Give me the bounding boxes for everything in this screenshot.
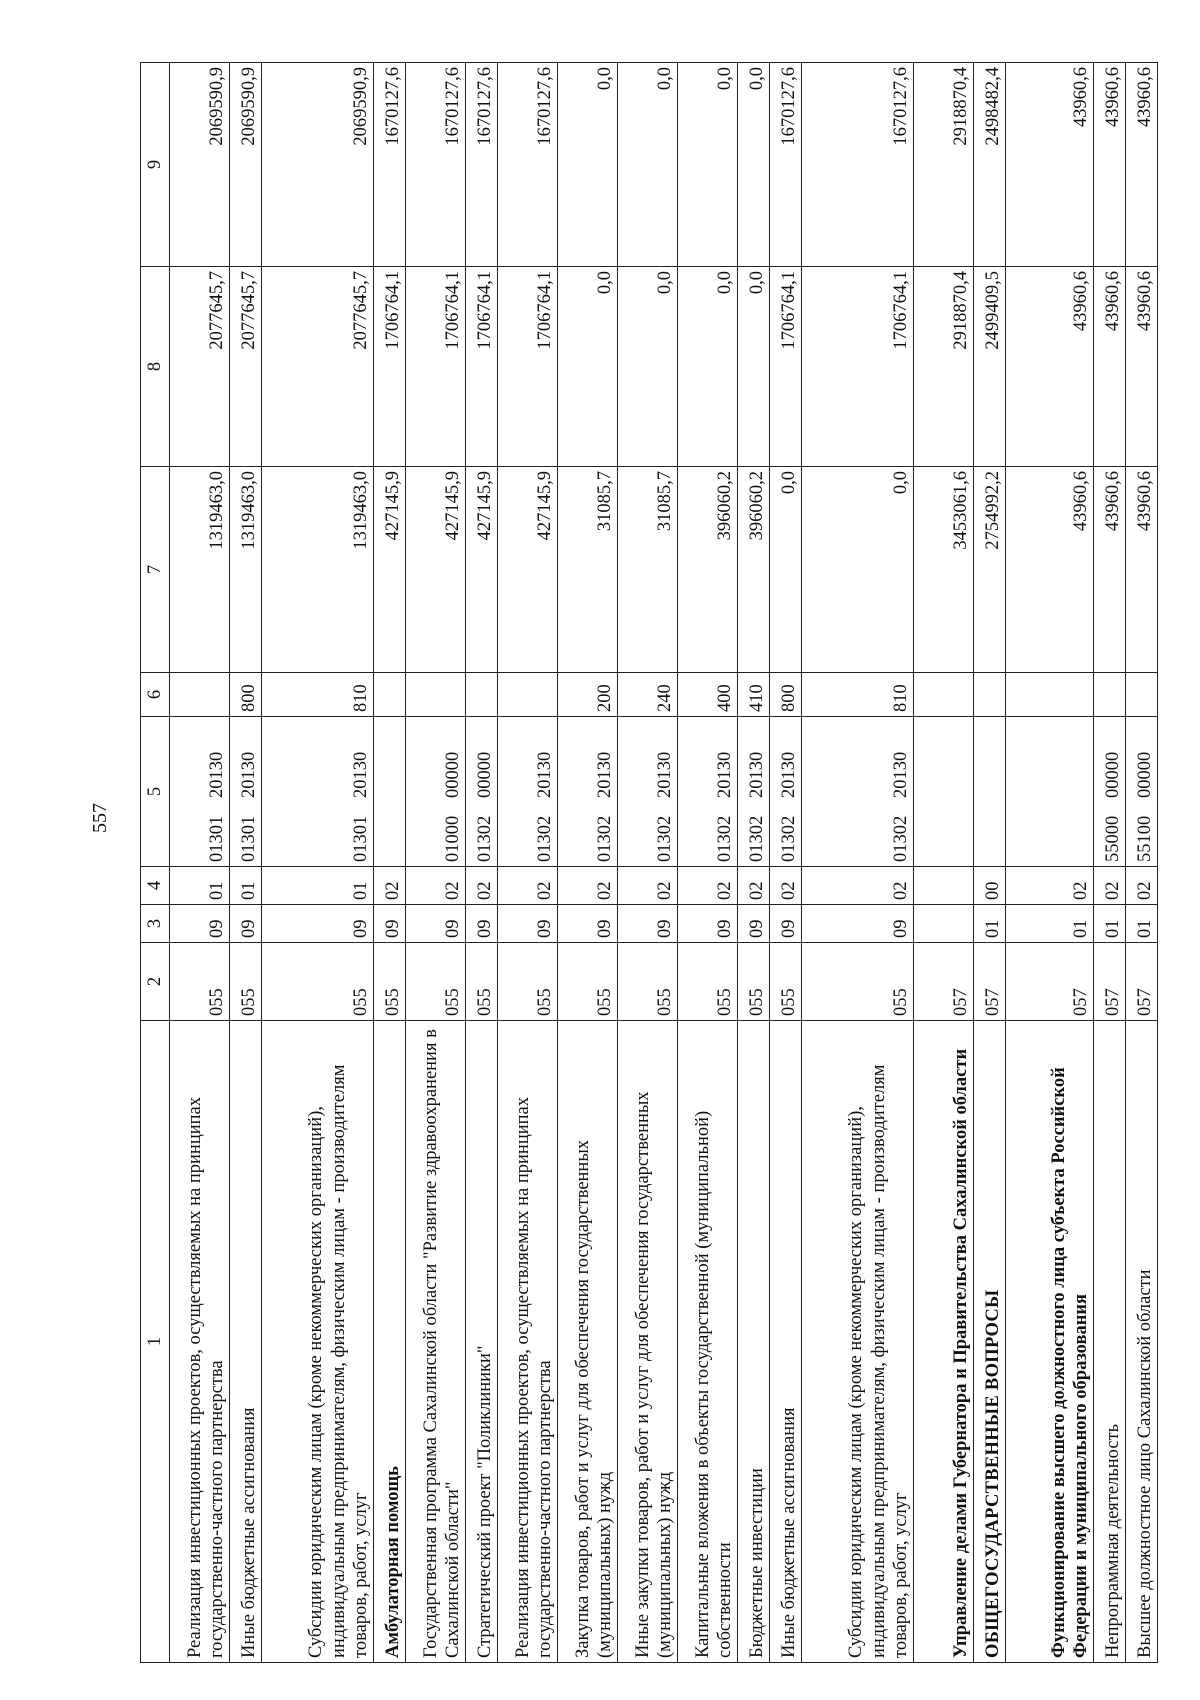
table-row <box>262 63 374 1663</box>
subsection-code: 02 <box>738 867 770 905</box>
subsection-code: 02 <box>498 867 558 905</box>
amount-col-8: 43960,6 <box>1094 267 1126 467</box>
subsection-code: 01 <box>170 867 230 905</box>
subsection-code <box>914 867 974 905</box>
section-code: 09 <box>558 905 618 943</box>
table-body <box>170 63 1158 1663</box>
target-article-part-2: 20130 <box>239 751 260 798</box>
expense-type-code <box>466 673 498 717</box>
section-code: 09 <box>678 905 738 943</box>
section-code: 09 <box>466 905 498 943</box>
expense-type-code: 800 <box>770 673 802 717</box>
amount-col-8: 2918870,4 <box>914 267 974 467</box>
amount-col-7: 1319463,0 <box>230 467 262 673</box>
amount-col-7: 1319463,0 <box>170 467 230 673</box>
admin-code: 055 <box>678 943 738 1021</box>
expense-type-code: 240 <box>618 673 678 717</box>
amount-col-7: 0,0 <box>802 467 914 673</box>
row-name: Реализация инвестиционных проектов, осуществляемых на принципах государственно-частного партнерства <box>498 1021 558 1663</box>
target-article-part-1: 01302 <box>779 815 800 862</box>
subsection-code: 02 <box>374 867 406 905</box>
row-name: Иные закупки товаров, работ и услуг для обеспечения государственных (муниципальных) нужд <box>618 1021 678 1663</box>
target-article <box>1126 717 1158 867</box>
amount-col-9: 0,0 <box>678 63 738 267</box>
subsection-code: 02 <box>770 867 802 905</box>
target-article <box>262 717 374 867</box>
section-code <box>914 905 974 943</box>
expense-type-code <box>374 673 406 717</box>
amount-col-8: 0,0 <box>558 267 618 467</box>
target-article-part-2: 20130 <box>595 751 616 798</box>
amount-col-9: 0,0 <box>738 63 770 267</box>
expense-type-code <box>914 673 974 717</box>
amount-col-7: 0,0 <box>770 467 802 673</box>
table-row <box>170 63 230 1663</box>
admin-code: 055 <box>738 943 770 1021</box>
expense-type-code <box>1006 673 1094 717</box>
subsection-code: 02 <box>1126 867 1158 905</box>
header-cell-5: 5 <box>141 717 170 867</box>
amount-col-7: 427145,9 <box>406 467 466 673</box>
target-article <box>558 717 618 867</box>
row-name: Иные бюджетные ассигнования <box>230 1021 262 1663</box>
amount-col-8: 43960,6 <box>1126 267 1158 467</box>
subsection-code: 02 <box>558 867 618 905</box>
subsection-code: 02 <box>1094 867 1126 905</box>
table-row <box>618 63 678 1663</box>
target-article <box>498 717 558 867</box>
subsection-code: 01 <box>262 867 374 905</box>
row-name: Закупка товаров, работ и услуг для обеспечения государственных (муниципальных) нужд <box>558 1021 618 1663</box>
table-row <box>678 63 738 1663</box>
section-code: 01 <box>1126 905 1158 943</box>
amount-col-9: 43960,6 <box>1126 63 1158 267</box>
table-row <box>466 63 498 1663</box>
target-article <box>230 717 262 867</box>
amount-col-7: 427145,9 <box>466 467 498 673</box>
expense-type-code: 800 <box>230 673 262 717</box>
amount-col-7: 31085,7 <box>618 467 678 673</box>
target-article-part-1: 01301 <box>239 815 260 862</box>
amount-col-7: 427145,9 <box>498 467 558 673</box>
subsection-code: 01 <box>230 867 262 905</box>
table-row <box>498 63 558 1663</box>
amount-col-9: 43960,6 <box>1094 63 1126 267</box>
row-name: Управление делами Губернатора и Правительства Сахалинской области <box>914 1021 974 1663</box>
amount-col-9: 0,0 <box>558 63 618 267</box>
row-name: Стратегический проект "Поликлиники" <box>466 1021 498 1663</box>
amount-col-7: 3453061,6 <box>914 467 974 673</box>
rotated-table-wrapper <box>140 63 1156 1663</box>
target-article <box>170 717 230 867</box>
expense-type-code: 810 <box>802 673 914 717</box>
admin-code: 055 <box>466 943 498 1021</box>
header-cell-2: 2 <box>141 943 170 1021</box>
target-article <box>1006 717 1094 867</box>
expense-type-code: 400 <box>678 673 738 717</box>
amount-col-8: 1706764,1 <box>498 267 558 467</box>
amount-col-7: 43960,6 <box>1094 467 1126 673</box>
header-cell-3: 3 <box>141 905 170 943</box>
table-row <box>770 63 802 1663</box>
admin-code: 055 <box>406 943 466 1021</box>
amount-col-8: 2077645,7 <box>262 267 374 467</box>
target-article-part-1: 01302 <box>715 815 736 862</box>
admin-code: 057 <box>914 943 974 1021</box>
header-cell-6: 6 <box>141 673 170 717</box>
row-name: Государственная программа Сахалинской области "Развитие здравоохранения в Сахалинской области" <box>406 1021 466 1663</box>
admin-code: 055 <box>498 943 558 1021</box>
subsection-code: 02 <box>1006 867 1094 905</box>
amount-col-7: 43960,6 <box>1126 467 1158 673</box>
amount-col-8: 1706764,1 <box>406 267 466 467</box>
table-row <box>738 63 770 1663</box>
target-article-part-2: 20130 <box>351 751 372 798</box>
target-article-part-2: 00000 <box>475 751 496 798</box>
section-code: 09 <box>374 905 406 943</box>
target-article <box>618 717 678 867</box>
subsection-code: 02 <box>406 867 466 905</box>
target-article-part-1: 01302 <box>475 815 496 862</box>
header-row <box>141 63 170 1663</box>
target-article <box>770 717 802 867</box>
target-article-part-2: 20130 <box>655 751 676 798</box>
row-name: Высшее должностное лицо Сахалинской области <box>1126 1021 1158 1663</box>
amount-col-8: 1706764,1 <box>374 267 406 467</box>
table-row <box>230 63 262 1663</box>
admin-code: 055 <box>262 943 374 1021</box>
expense-type-code <box>1126 673 1158 717</box>
section-code: 09 <box>770 905 802 943</box>
table-row <box>914 63 974 1663</box>
amount-col-9: 1670127,6 <box>406 63 466 267</box>
amount-col-7: 427145,9 <box>374 467 406 673</box>
amount-col-8: 43960,6 <box>1006 267 1094 467</box>
subsection-code: 00 <box>974 867 1006 905</box>
amount-col-9: 2069590,9 <box>230 63 262 267</box>
admin-code: 055 <box>802 943 914 1021</box>
target-article <box>406 717 466 867</box>
row-name: Субсидии юридическим лицам (кроме некоммерческих организаций), индивидуальным предпринимателям, физическим лицам - производителям товаров, работ, услуг <box>262 1021 374 1663</box>
section-code: 09 <box>618 905 678 943</box>
row-name: Амбулаторная помощь <box>374 1021 406 1663</box>
target-article <box>466 717 498 867</box>
target-article-part-1: 01301 <box>207 815 228 862</box>
table-row <box>1094 63 1126 1663</box>
amount-col-7: 1319463,0 <box>262 467 374 673</box>
target-article-part-1: 01302 <box>747 815 768 862</box>
admin-code: 055 <box>170 943 230 1021</box>
amount-col-9: 2069590,9 <box>170 63 230 267</box>
row-name: ОБЩЕГОСУДАРСТВЕННЫЕ ВОПРОСЫ <box>974 1021 1006 1663</box>
amount-col-9: 2498482,4 <box>974 63 1006 267</box>
section-code: 09 <box>498 905 558 943</box>
table-row <box>558 63 618 1663</box>
header-cell-1: 1 <box>141 1021 170 1663</box>
amount-col-8: 2077645,7 <box>170 267 230 467</box>
target-article-part-2: 00000 <box>1103 751 1124 798</box>
target-article <box>1094 717 1126 867</box>
section-code: 09 <box>802 905 914 943</box>
amount-col-8: 0,0 <box>618 267 678 467</box>
amount-col-9: 1670127,6 <box>770 63 802 267</box>
admin-code: 057 <box>974 943 1006 1021</box>
target-article-part-1: 01301 <box>351 815 372 862</box>
target-article-part-2: 00000 <box>1135 751 1156 798</box>
row-name: Капитальные вложения в объекты государственной (муниципальной) собственности <box>678 1021 738 1663</box>
amount-col-9: 43960,6 <box>1006 63 1094 267</box>
admin-code: 057 <box>1094 943 1126 1021</box>
header-cell-4: 4 <box>141 867 170 905</box>
amount-col-8: 2499409,5 <box>974 267 1006 467</box>
amount-col-9: 2918870,4 <box>914 63 974 267</box>
section-code: 01 <box>974 905 1006 943</box>
target-article <box>738 717 770 867</box>
row-name: Субсидии юридическим лицам (кроме некоммерческих организаций), индивидуальным предпринимателям, физическим лицам - производителям товаров, работ, услуг <box>802 1021 914 1663</box>
amount-col-8: 2077645,7 <box>230 267 262 467</box>
target-article-part-2: 20130 <box>779 751 800 798</box>
subsection-code: 02 <box>678 867 738 905</box>
budget-table <box>140 62 1158 1663</box>
section-code: 01 <box>1094 905 1126 943</box>
target-article-part-1: 01302 <box>891 815 912 862</box>
amount-col-9: 1670127,6 <box>374 63 406 267</box>
target-article-part-1: 01000 <box>443 815 464 862</box>
expense-type-code <box>974 673 1006 717</box>
amount-col-7: 396060,2 <box>678 467 738 673</box>
table-row <box>406 63 466 1663</box>
amount-col-9: 2069590,9 <box>262 63 374 267</box>
row-name: Бюджетные инвестиции <box>738 1021 770 1663</box>
expense-type-code: 810 <box>262 673 374 717</box>
admin-code: 057 <box>1126 943 1158 1021</box>
expense-type-code <box>498 673 558 717</box>
admin-code: 057 <box>1006 943 1094 1021</box>
target-article <box>974 717 1006 867</box>
target-article-part-1: 01302 <box>535 815 556 862</box>
expense-type-code <box>170 673 230 717</box>
target-article-part-2: 20130 <box>535 751 556 798</box>
amount-col-8: 1706764,1 <box>466 267 498 467</box>
target-article-part-1: 01302 <box>655 815 676 862</box>
admin-code: 055 <box>230 943 262 1021</box>
subsection-code: 02 <box>466 867 498 905</box>
amount-col-9: 0,0 <box>618 63 678 267</box>
amount-col-8: 1706764,1 <box>770 267 802 467</box>
target-article <box>914 717 974 867</box>
table-row <box>1006 63 1094 1663</box>
amount-col-7: 396060,2 <box>738 467 770 673</box>
expense-type-code: 200 <box>558 673 618 717</box>
table-row <box>802 63 914 1663</box>
expense-type-code <box>1094 673 1126 717</box>
admin-code: 055 <box>770 943 802 1021</box>
expense-type-code: 410 <box>738 673 770 717</box>
row-name: Функционирование высшего должностного лица субъекта Российской Федерации и муниципального образования <box>1006 1021 1094 1663</box>
amount-col-9: 1670127,6 <box>466 63 498 267</box>
subsection-code: 02 <box>618 867 678 905</box>
header-cell-8: 8 <box>141 267 170 467</box>
amount-col-7: 43960,6 <box>1006 467 1094 673</box>
amount-col-8: 0,0 <box>738 267 770 467</box>
table-row <box>374 63 406 1663</box>
target-article <box>374 717 406 867</box>
target-article <box>802 717 914 867</box>
amount-col-7: 31085,7 <box>558 467 618 673</box>
admin-code: 055 <box>374 943 406 1021</box>
page-number: 557 <box>89 803 111 833</box>
table-row <box>1126 63 1158 1663</box>
target-article <box>678 717 738 867</box>
target-article-part-2: 20130 <box>891 751 912 798</box>
target-article-part-1: 01302 <box>595 815 616 862</box>
header-cell-7: 7 <box>141 467 170 673</box>
amount-col-7: 2754992,2 <box>974 467 1006 673</box>
target-article-part-2: 20130 <box>715 751 736 798</box>
admin-code: 055 <box>558 943 618 1021</box>
row-name: Реализация инвестиционных проектов, осуществляемых на принципах государственно-частного партнерства <box>170 1021 230 1663</box>
target-article-part-2: 00000 <box>443 751 464 798</box>
row-name: Непрограммная деятельность <box>1094 1021 1126 1663</box>
amount-col-8: 1706764,1 <box>802 267 914 467</box>
row-name: Иные бюджетные ассигнования <box>770 1021 802 1663</box>
section-code: 09 <box>170 905 230 943</box>
table-row <box>974 63 1006 1663</box>
target-article-part-1: 55100 <box>1135 815 1156 862</box>
amount-col-9: 1670127,6 <box>802 63 914 267</box>
section-code: 09 <box>262 905 374 943</box>
section-code: 09 <box>738 905 770 943</box>
admin-code: 055 <box>618 943 678 1021</box>
amount-col-9: 1670127,6 <box>498 63 558 267</box>
section-code: 01 <box>1006 905 1094 943</box>
section-code: 09 <box>406 905 466 943</box>
target-article-part-2: 20130 <box>207 751 228 798</box>
amount-col-8: 0,0 <box>678 267 738 467</box>
target-article-part-1: 55000 <box>1103 815 1124 862</box>
section-code: 09 <box>230 905 262 943</box>
header-cell-9: 9 <box>141 63 170 267</box>
target-article-part-2: 20130 <box>747 751 768 798</box>
expense-type-code <box>406 673 466 717</box>
subsection-code: 02 <box>802 867 914 905</box>
